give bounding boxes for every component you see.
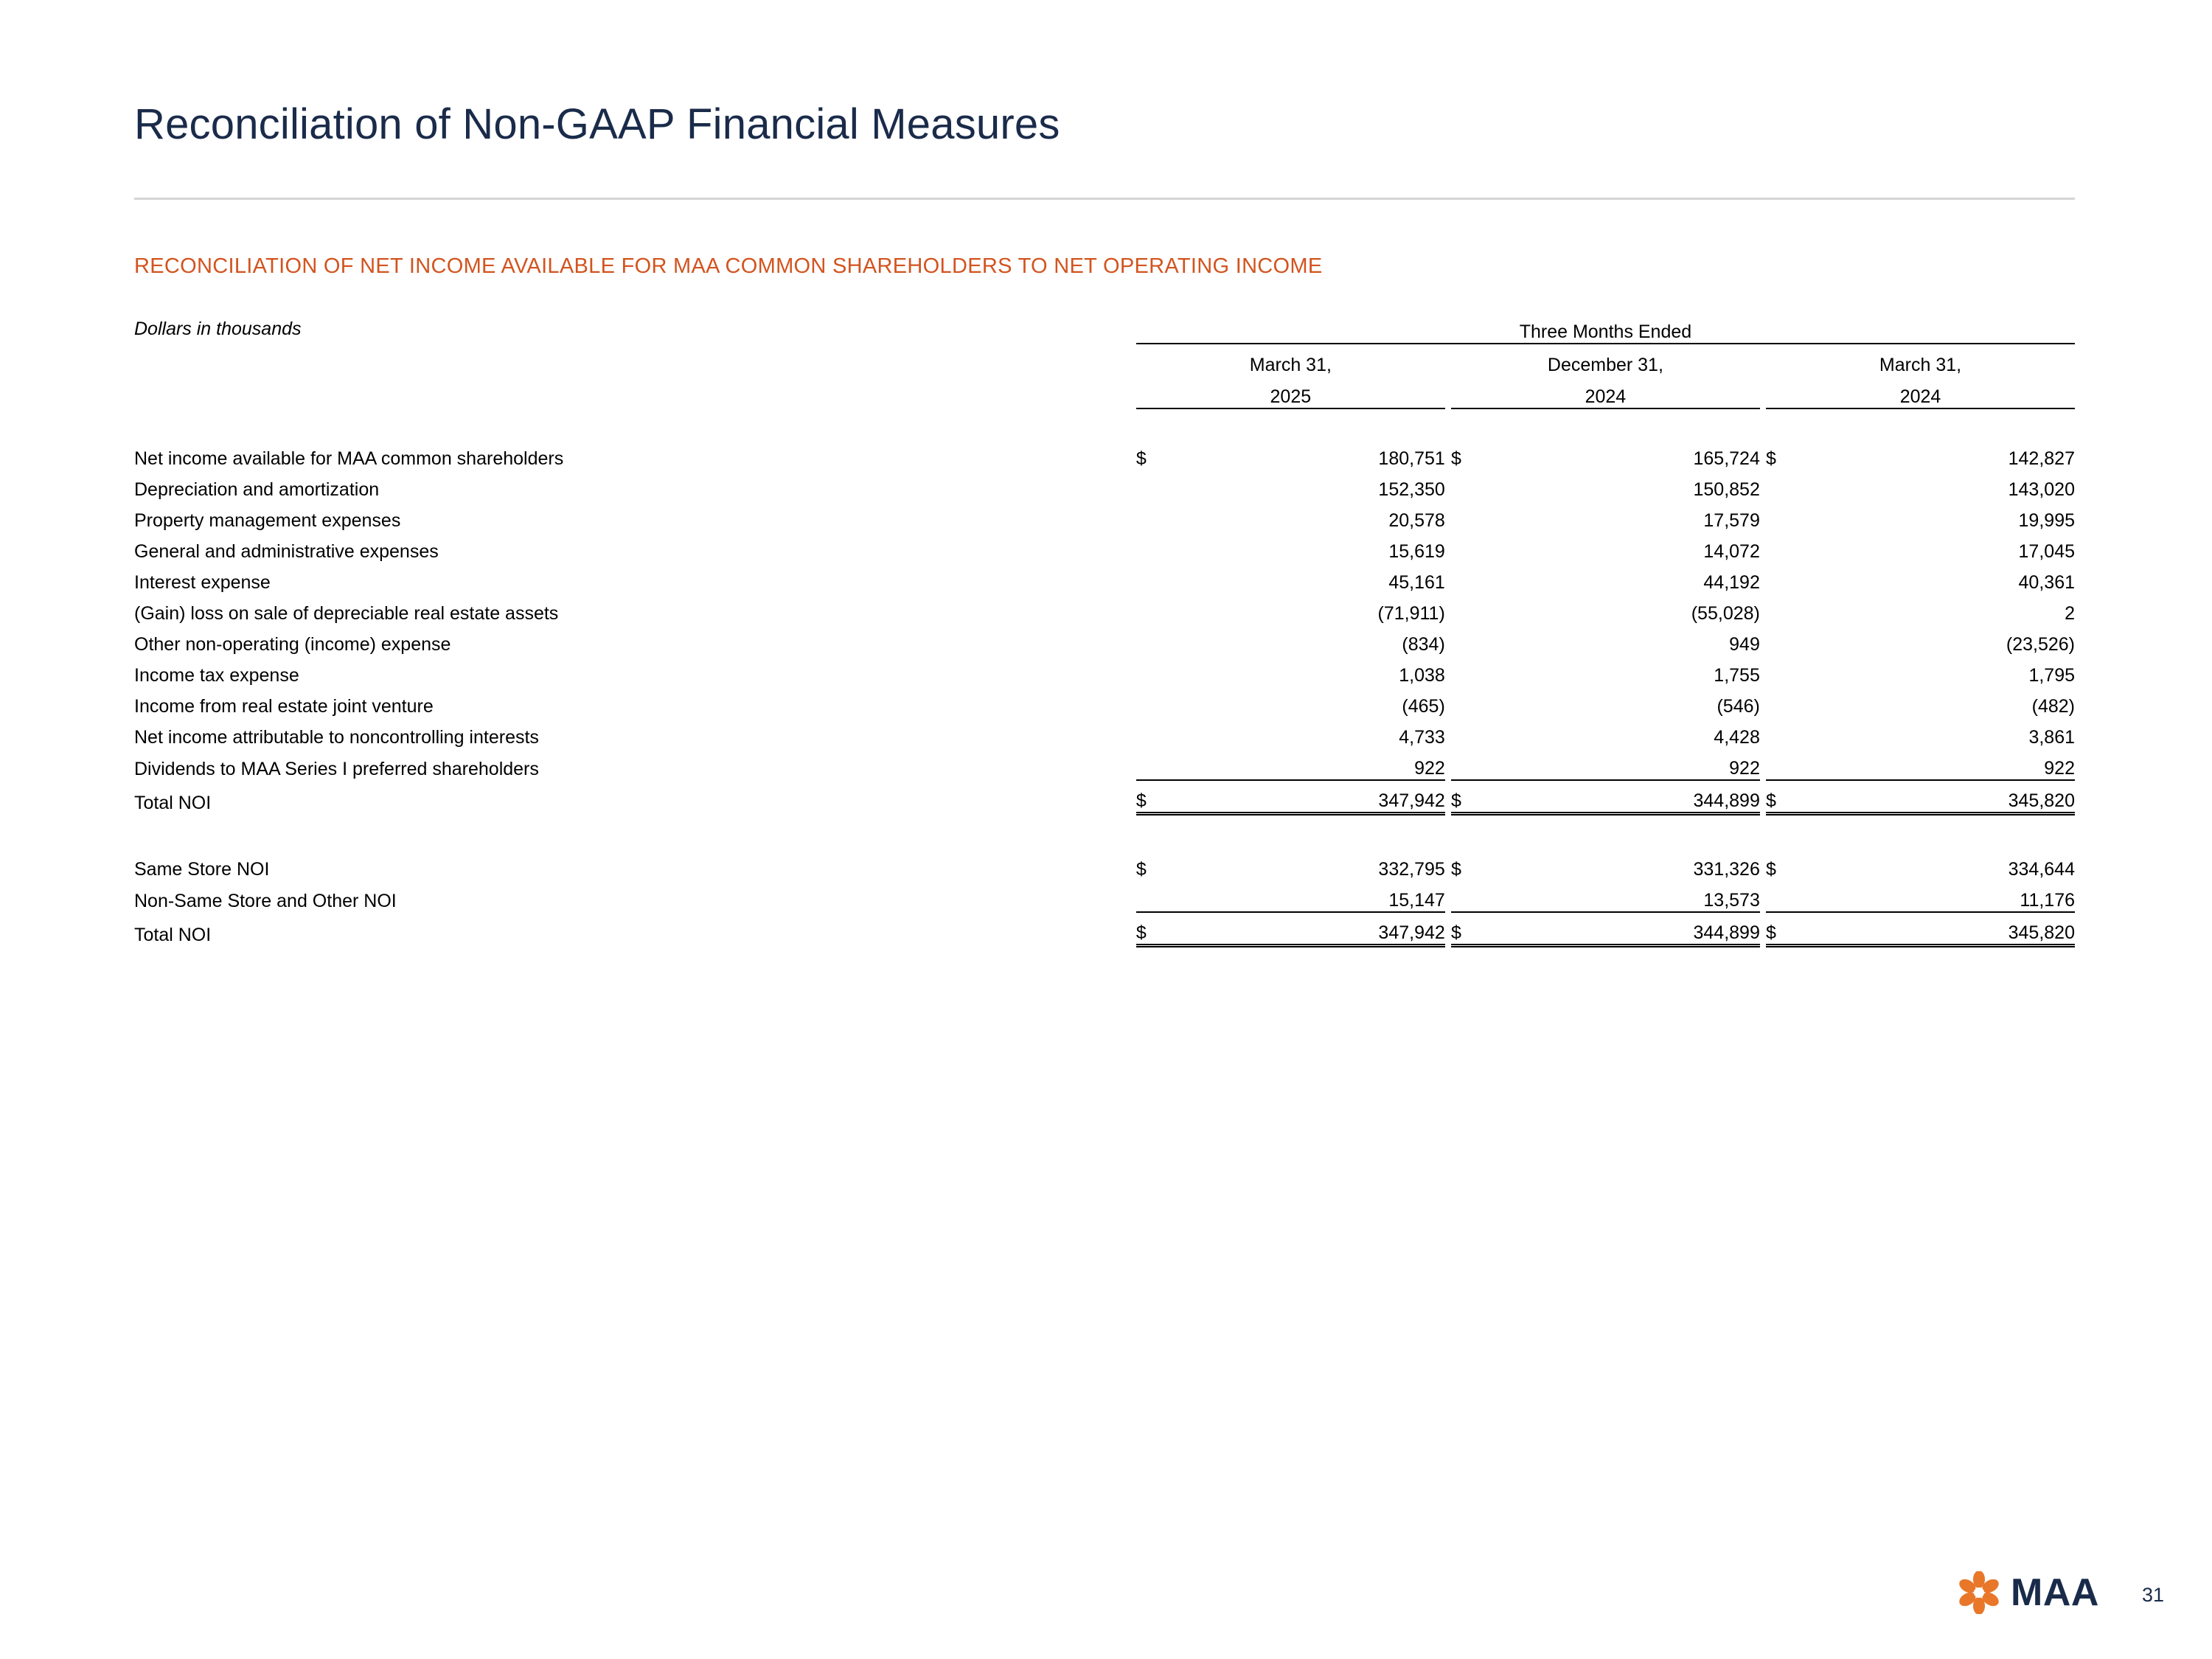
currency-symbol [1766, 563, 1811, 594]
currency-symbol [1451, 880, 1496, 912]
table-row [134, 655, 2075, 686]
row-value: 17,045 [2018, 541, 2075, 562]
column-gap [1760, 849, 1766, 880]
currency-symbol: $ [1451, 912, 1496, 946]
column-gap [1445, 655, 1451, 686]
row-value: 40,361 [2018, 572, 2075, 593]
row-label: Total NOI [134, 924, 212, 945]
column-gap [1445, 625, 1451, 655]
currency-symbol [1136, 686, 1181, 717]
group-header-spacer [134, 310, 1136, 344]
currency-symbol [1766, 470, 1811, 501]
row-value: 949 [1729, 634, 1760, 655]
column-gap [1760, 748, 1766, 780]
currency-symbol [1136, 880, 1181, 912]
currency-symbol [1136, 655, 1181, 686]
currency-symbol: $ [1136, 780, 1181, 814]
currency-symbol [1136, 470, 1181, 501]
currency-symbol [1136, 625, 1181, 655]
currency-symbol [1766, 625, 1811, 655]
column-gap [1760, 439, 1766, 470]
column-header-year-3: 2024 [1766, 376, 2075, 408]
currency-symbol [1451, 686, 1496, 717]
column-gap [1760, 717, 1766, 748]
spacer-row [134, 814, 2075, 850]
currency-symbol: $ [1766, 912, 1811, 946]
table-row [134, 470, 2075, 501]
row-value: (465) [1402, 696, 1445, 717]
row-label: Total NOI [134, 792, 212, 813]
currency-symbol [1451, 563, 1496, 594]
row-value: 11,176 [2020, 890, 2075, 911]
column-gap [1760, 780, 1766, 814]
row-label: General and administrative expenses [134, 541, 439, 562]
column-gap [1445, 717, 1451, 748]
row-value: 20,578 [1388, 510, 1445, 531]
currency-symbol [1451, 501, 1496, 532]
row-value: (482) [2031, 696, 2075, 717]
row-value: 1,795 [2028, 665, 2075, 686]
row-value: 180,751 [1378, 448, 1445, 469]
row-value: 14,072 [1703, 541, 1760, 562]
row-value: 345,820 [1811, 780, 2075, 814]
reconciliation-table [134, 310, 2075, 947]
units-note: Dollars in thousands [134, 319, 302, 339]
column-header-period-1: March 31, [1249, 355, 1332, 375]
currency-symbol [1766, 501, 1811, 532]
row-value: 344,899 [1496, 780, 1760, 814]
column-header-year-1: 2025 [1136, 376, 1445, 408]
table-row-total [134, 912, 2075, 946]
row-label: Dividends to MAA Series I preferred shareholders [134, 759, 539, 779]
row-value: 347,942 [1181, 912, 1445, 946]
column-gap [1445, 470, 1451, 501]
row-label: (Gain) loss on sale of depreciable real estate assets [134, 603, 559, 624]
currency-symbol [1451, 748, 1496, 780]
column-gap [1760, 655, 1766, 686]
currency-symbol: $ [1450, 448, 1461, 469]
group-header-label: Three Months Ended [1136, 310, 2075, 344]
column-header-year-2: 2024 [1451, 376, 1760, 408]
row-value: 1,038 [1399, 665, 1445, 686]
currency-symbol: $ [1135, 859, 1147, 880]
row-value: (55,028) [1691, 603, 1760, 624]
row-value: 13,573 [1703, 890, 1760, 911]
currency-symbol [1136, 594, 1181, 625]
currency-symbol [1766, 532, 1811, 563]
column-gap [1760, 501, 1766, 532]
column-gap [1445, 748, 1451, 780]
column-gap [1760, 686, 1766, 717]
table-row [134, 439, 2075, 470]
group-header-row [134, 310, 2075, 344]
column-gap [1760, 470, 1766, 501]
table-row [134, 501, 2075, 532]
currency-symbol [1451, 470, 1496, 501]
currency-symbol [1136, 563, 1181, 594]
currency-symbol: $ [1450, 859, 1461, 880]
row-value: 345,820 [1811, 912, 2075, 946]
row-value: (834) [1402, 634, 1445, 655]
currency-symbol [1451, 532, 1496, 563]
currency-symbol [1451, 625, 1496, 655]
maa-logo-mark [1958, 1571, 2000, 1614]
header-spacer [134, 376, 1136, 408]
column-gap [1445, 594, 1451, 625]
page-number: 31 [2142, 1584, 2165, 1606]
column-gap [1445, 780, 1451, 814]
currency-symbol [1766, 880, 1811, 912]
header-spacer [134, 344, 1136, 376]
table-row [134, 563, 2075, 594]
row-label: Net income available for MAA common shareholders [134, 448, 564, 469]
table-row [134, 748, 2075, 780]
currency-symbol [1766, 748, 1811, 780]
column-header-period-3: March 31, [1879, 355, 1962, 375]
currency-symbol: $ [1451, 780, 1496, 814]
row-value: 15,147 [1388, 890, 1445, 911]
currency-symbol [1766, 594, 1811, 625]
row-value: 332,795 [1378, 859, 1445, 880]
row-value: 922 [2044, 758, 2075, 779]
row-label: Income tax expense [134, 665, 299, 686]
maa-logo [1958, 1571, 2099, 1615]
row-value: 150,852 [1693, 479, 1760, 500]
currency-symbol: $ [1766, 780, 1811, 814]
row-value: 152,350 [1378, 479, 1445, 500]
column-header-row-2 [134, 376, 2075, 408]
column-gap [1760, 625, 1766, 655]
table-row [134, 532, 2075, 563]
column-gap [1760, 594, 1766, 625]
page-title: Reconciliation of Non-GAAP Financial Measures [134, 100, 1060, 148]
table-row [134, 594, 2075, 625]
currency-symbol [1136, 717, 1181, 748]
currency-symbol [1766, 686, 1811, 717]
row-label: Same Store NOI [134, 859, 270, 880]
currency-symbol [1766, 655, 1811, 686]
currency-symbol: $ [1135, 448, 1147, 469]
column-header-row-1 [134, 344, 2075, 376]
currency-symbol [1451, 717, 1496, 748]
row-label: Other non-operating (income) expense [134, 634, 451, 655]
currency-symbol [1766, 717, 1811, 748]
row-value: 142,827 [2008, 448, 2075, 469]
column-gap [1445, 439, 1451, 470]
row-value: 2 [2065, 603, 2075, 624]
column-gap [1445, 501, 1451, 532]
row-value: 165,724 [1693, 448, 1760, 469]
column-gap [1760, 880, 1766, 912]
table-row-total [134, 780, 2075, 814]
section-heading: RECONCILIATION OF NET INCOME AVAILABLE FOR MAA COMMON SHAREHOLDERS TO NET OPERATING INCOME [134, 254, 1323, 278]
column-gap [1445, 912, 1451, 946]
column-gap [1760, 563, 1766, 594]
column-gap [1445, 376, 1451, 408]
column-gap [1445, 563, 1451, 594]
row-value: 3,861 [2028, 727, 2075, 748]
spacer-row [134, 408, 2075, 439]
title-divider [134, 198, 2075, 200]
column-gap [1445, 344, 1451, 376]
row-label: Net income attributable to noncontrolling interests [134, 727, 539, 748]
row-label: Depreciation and amortization [134, 479, 380, 500]
column-gap [1760, 376, 1766, 408]
row-value: 19,995 [2018, 510, 2075, 531]
row-value: (546) [1717, 696, 1760, 717]
row-label: Income from real estate joint venture [134, 696, 434, 717]
currency-symbol [1451, 594, 1496, 625]
currency-symbol: $ [1766, 448, 1776, 469]
currency-symbol [1136, 748, 1181, 780]
row-value: 347,942 [1181, 780, 1445, 814]
row-value: 15,619 [1388, 541, 1445, 562]
column-gap [1445, 686, 1451, 717]
row-value: 45,161 [1388, 572, 1445, 593]
currency-symbol [1136, 532, 1181, 563]
row-value: 4,733 [1399, 727, 1445, 748]
currency-symbol [1136, 501, 1181, 532]
column-gap [1445, 532, 1451, 563]
row-label: Property management expenses [134, 510, 401, 531]
column-gap [1445, 880, 1451, 912]
table-row [134, 686, 2075, 717]
row-value: 17,579 [1703, 510, 1760, 531]
row-label: Non-Same Store and Other NOI [134, 891, 397, 911]
column-gap [1760, 532, 1766, 563]
table-row [134, 880, 2075, 912]
currency-symbol [1451, 655, 1496, 686]
row-value: 143,020 [2008, 479, 2075, 500]
row-value: 334,644 [2008, 859, 2075, 880]
currency-symbol: $ [1766, 859, 1776, 880]
currency-symbol: $ [1136, 912, 1181, 946]
column-gap [1445, 849, 1451, 880]
table-row [134, 625, 2075, 655]
maa-logo-text: MAA [2011, 1571, 2099, 1614]
row-value: 44,192 [1703, 572, 1760, 593]
table-row [134, 849, 2075, 880]
row-value: 1,755 [1714, 665, 1760, 686]
column-gap [1760, 912, 1766, 946]
column-header-period-2: December 31, [1547, 355, 1663, 375]
row-value: 331,326 [1693, 859, 1760, 880]
row-label: Interest expense [134, 572, 271, 593]
row-value: 4,428 [1714, 727, 1760, 748]
table-row [134, 717, 2075, 748]
column-gap [1760, 344, 1766, 376]
row-value: 344,899 [1496, 912, 1760, 946]
row-value: 922 [1729, 758, 1760, 779]
row-value: (71,911) [1377, 603, 1445, 624]
row-value: (23,526) [2006, 634, 2075, 655]
row-value: 922 [1414, 758, 1445, 779]
